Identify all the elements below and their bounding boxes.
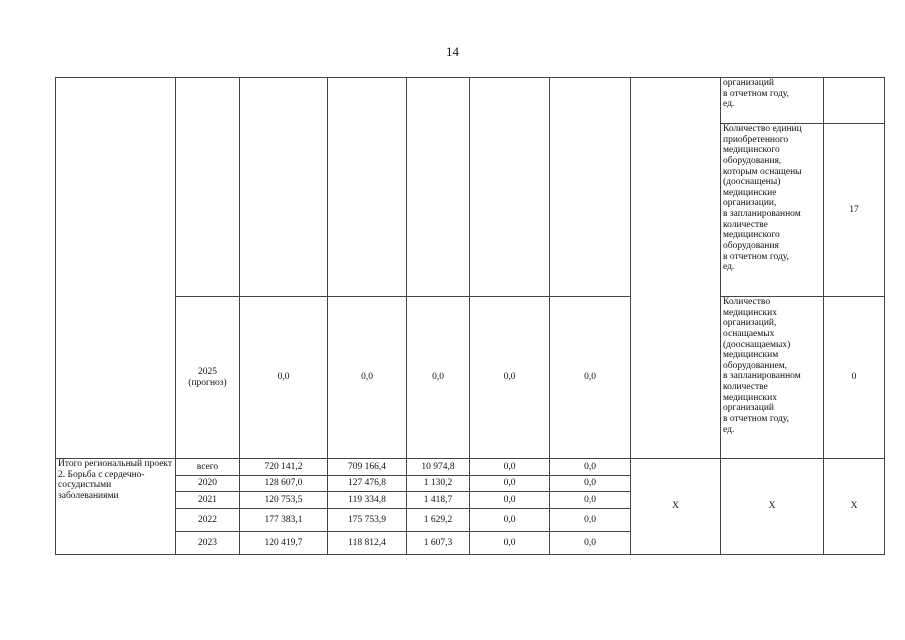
value-cell: 0,0	[550, 297, 631, 459]
value-cell: 720 141,2	[240, 459, 328, 476]
value-cell: 128 607,0	[240, 476, 328, 492]
year-cell: 2025 (прогноз)	[176, 297, 240, 459]
value-cell: 0,0	[240, 297, 328, 459]
cell-project-name-empty	[56, 78, 176, 459]
value-cell: 0,0	[550, 532, 631, 555]
cell-empty	[550, 78, 631, 297]
cell-empty	[631, 78, 721, 459]
page-number: 14	[446, 44, 459, 59]
value-cell: 1 418,7	[407, 492, 470, 509]
value-cell: 175 753,9	[328, 509, 407, 532]
value-cell: 0,0	[470, 492, 550, 509]
cell-year-empty	[176, 78, 240, 297]
value-cell: 0,0	[470, 297, 550, 459]
indicator-value: 17	[824, 124, 885, 297]
indicator-value: 0	[824, 297, 885, 459]
value-cell: 119 334,8	[328, 492, 407, 509]
year-cell: 2021	[176, 492, 240, 509]
cell-empty	[470, 78, 550, 297]
value-cell: 0,0	[550, 509, 631, 532]
value-cell: 1 130,2	[407, 476, 470, 492]
table-row	[56, 459, 885, 476]
budget-table	[55, 77, 885, 555]
value-cell: 120 419,7	[240, 532, 328, 555]
value-cell: 118 812,4	[328, 532, 407, 555]
cell-value-empty	[824, 78, 885, 124]
value-cell: 0,0	[470, 509, 550, 532]
table-row	[56, 297, 885, 459]
table-row	[56, 78, 885, 124]
year-cell: 2022	[176, 509, 240, 532]
year-cell: 2020	[176, 476, 240, 492]
value-cell: 709 166,4	[328, 459, 407, 476]
indicator-text: организаций в отчетном году, ед.	[721, 78, 824, 124]
value-cell: 0,0	[550, 476, 631, 492]
value-cell: 0,0	[470, 532, 550, 555]
value-cell: 120 753,5	[240, 492, 328, 509]
value-cell: 0,0	[328, 297, 407, 459]
value-cell: 1 607,3	[407, 532, 470, 555]
value-cell: 0,0	[550, 459, 631, 476]
year-cell: 2023	[176, 532, 240, 555]
x-mark: X	[631, 459, 721, 555]
indicator-text: Количество единиц приобретенного медицинского оборудования, которым оснащены (дооснащены) медицинские организации, в запланированном количестве медицинского оборудования в отчетном году, ед.	[721, 124, 824, 297]
x-mark: X	[721, 459, 824, 555]
cell-empty	[240, 78, 328, 297]
value-cell: 177 383,1	[240, 509, 328, 532]
project-total-name: Итого региональный проект 2. Борьба с сердечно-сосудистыми заболеваниями	[56, 459, 176, 555]
indicator-text: Количество медицинских организаций, оснащаемых (дооснащаемых) медицинским оборудованием, в запланированном количестве медицинских организаций в отчетном году, ед.	[721, 297, 824, 459]
value-cell: 127 476,8	[328, 476, 407, 492]
value-cell: 0,0	[470, 459, 550, 476]
cell-empty	[407, 78, 470, 297]
value-cell: 0,0	[407, 297, 470, 459]
x-mark: X	[824, 459, 885, 555]
value-cell: 0,0	[470, 476, 550, 492]
value-cell: 1 629,2	[407, 509, 470, 532]
cell-empty	[328, 78, 407, 297]
value-cell: 0,0	[550, 492, 631, 509]
year-cell: всего	[176, 459, 240, 476]
value-cell: 10 974,8	[407, 459, 470, 476]
